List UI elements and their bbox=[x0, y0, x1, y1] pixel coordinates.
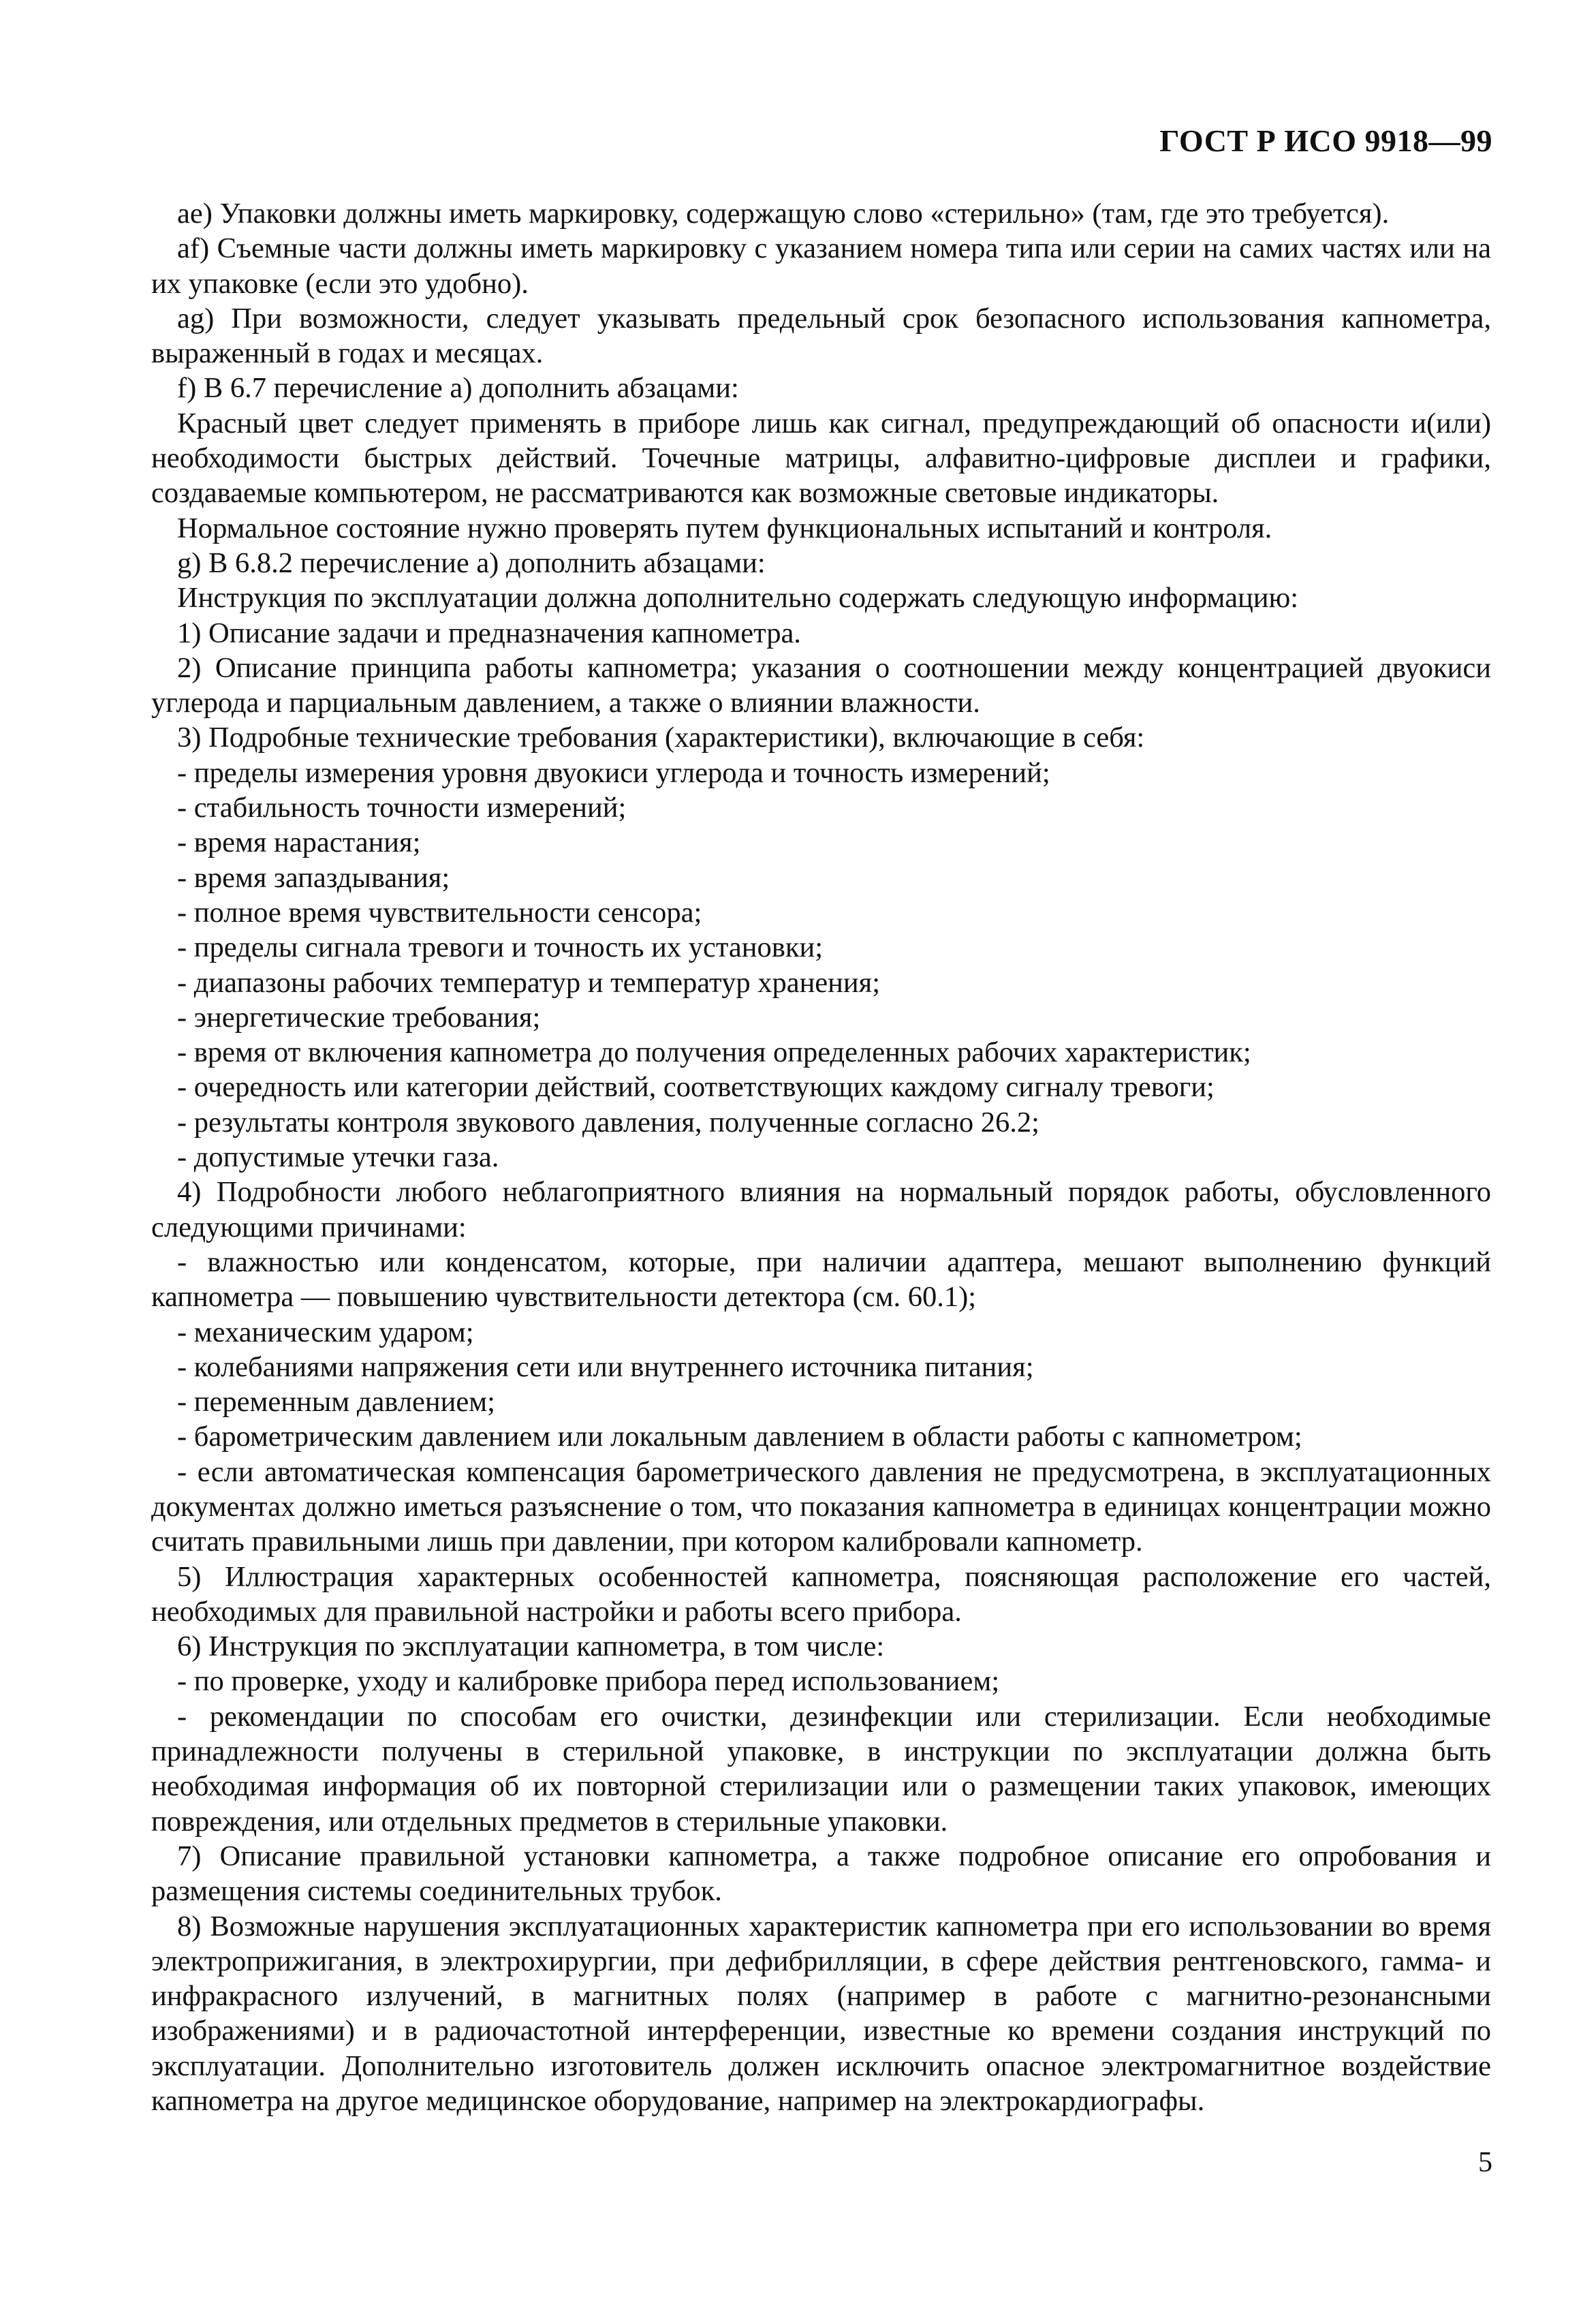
paragraph: 1) Описание задачи и предназначения капнометра. bbox=[177, 617, 801, 649]
list-item: - пределы измерения уровня двуокиси углерода и точность измерений; bbox=[177, 756, 1050, 789]
page-number: 5 bbox=[1478, 2147, 1492, 2178]
list-item: - допустимые утечки газа. bbox=[177, 1141, 499, 1174]
paragraph: Нормальное состояние нужно проверять путем функциональных испытаний и контроля. bbox=[177, 512, 1272, 544]
paragraph: ae) Упаковки должны иметь маркировку, содержащую слово «стерильно» (там, где это требуется). bbox=[177, 198, 1390, 230]
list-item: - время нарастания; bbox=[177, 826, 421, 859]
list-item: - время от включения капнометра до получения определенных рабочих характеристик; bbox=[177, 1036, 1251, 1069]
list-item: - пределы сигнала тревоги и точность их установки; bbox=[177, 931, 824, 964]
document-body bbox=[151, 196, 1491, 2118]
list-item: - влажностью или конденсатом, которые, при наличии адаптера, мешают выполнению функций капнометра — повышению чувствительности детектора (см. 60.1); bbox=[151, 1245, 1491, 1314]
paragraph: 2) Описание принципа работы капнометра; указания о соотношении между концентрацией двуокиси углерода и парциальным давлением, а также о влиянии влажности. bbox=[151, 651, 1491, 719]
paragraph: af) Съемные части должны иметь маркировку с указанием номера типа или серии на самих частях или на их упаковке (если это удобно). bbox=[151, 232, 1491, 300]
list-item: - полное время чувствительности сенсора; bbox=[177, 896, 702, 929]
paragraph: Красный цвет следует применять в приборе лишь как сигнал, предупреждающий об опасности и(или) необходимости быстрых действий. Точечные матрицы, алфавитно-цифровые дисплеи и графики, создаваемые компьютером, не рассматриваются как возможные световые индикаторы. bbox=[151, 407, 1491, 510]
standard-header: ГОСТ Р ИСО 9918—99 bbox=[1159, 123, 1492, 158]
paragraph: 4) Подробности любого неблагоприятного влияния на нормальный порядок работы, обусловленного следующими причинами: bbox=[151, 1176, 1491, 1243]
list-item: - диапазоны рабочих температур и температур хранения; bbox=[177, 966, 881, 999]
paragraph: f) В 6.7 перечисление а) дополнить абзацами: bbox=[177, 372, 739, 405]
paragraph: 3) Подробные технические требования (характеристики), включающие в себя: bbox=[177, 722, 1145, 754]
paragraph: ag) При возможности, следует указывать предельный срок безопасного использования капнометра, выраженный в годах и месяцах. bbox=[151, 302, 1491, 370]
paragraph: 6) Инструкция по эксплуатации капнометра, в том числе: bbox=[177, 1630, 885, 1663]
list-item: - по проверке, уходу и калибровке прибора перед использованием; bbox=[177, 1665, 1000, 1698]
list-item: - энергетические требования; bbox=[177, 1001, 541, 1034]
paragraph: 5) Иллюстрация характерных особенностей капнометра, поясняющая расположение его частей, необходимых для правильной настройки и работы всего прибора. bbox=[151, 1560, 1491, 1628]
paragraph: 8) Возможные нарушения эксплуатационных характеристик капнометра при его использовании во время электроприжигания, в электрохирургии, при дефибрилляции, в сфере действия рентгеновского, гамма- и инфракрасного излучений, в магнитных полях (например в работе с магнитно-резонансными изображениями) и в радиочастотной интерференции, известные ко времени создания инструкций по эксплуатации. Дополнительно изготовитель должен исключить опасное электромагнитное воздействие капнометра на другое медицинское оборудование, например на электрокардиографы. bbox=[151, 1910, 1491, 2118]
paragraph: 7) Описание правильной установки капнометра, а также подробное описание его опробования и размещения системы соединительных трубок. bbox=[151, 1840, 1491, 1908]
list-item: - колебаниями напряжения сети или внутреннего источника питания; bbox=[177, 1350, 1034, 1383]
list-item: - время запаздывания; bbox=[177, 861, 450, 894]
list-item: - результаты контроля звукового давления, полученные согласно 26.2; bbox=[177, 1106, 1039, 1139]
list-item: - барометрическим давлением или локальным давлением в области работы с капнометром; bbox=[177, 1421, 1302, 1453]
list-item: - если автоматическая компенсация барометрического давления не предусмотрена, в эксплуатационных документах должно иметься разъяснение о том, что показания капнометра в единицах концентрации можно считать правильными лишь при давлении, при котором калибровали капнометр. bbox=[151, 1455, 1491, 1558]
list-item: - рекомендации по способам его очистки, дезинфекции или стерилизации. Если необходимые принадлежности получены в стерильной упаковке, в инструкции по эксплуатации должна быть необходимая информация об их повторной стерилизации или о размещении таких упаковок, имеющих повреждения, или отдельных предметов в стерильные упаковки. bbox=[151, 1700, 1491, 1838]
paragraph: Инструкция по эксплуатации должна дополнительно содержать следующую информацию: bbox=[177, 582, 1299, 615]
list-item: - механическим ударом; bbox=[177, 1316, 474, 1348]
list-item: - переменным давлением; bbox=[177, 1386, 495, 1419]
list-item: - стабильность точности измерений; bbox=[177, 792, 627, 824]
list-item: - очередность или категории действий, соответствующих каждому сигналу тревоги; bbox=[177, 1071, 1215, 1104]
paragraph: g) В 6.8.2 перечисление а) дополнить абзацами: bbox=[177, 546, 766, 579]
